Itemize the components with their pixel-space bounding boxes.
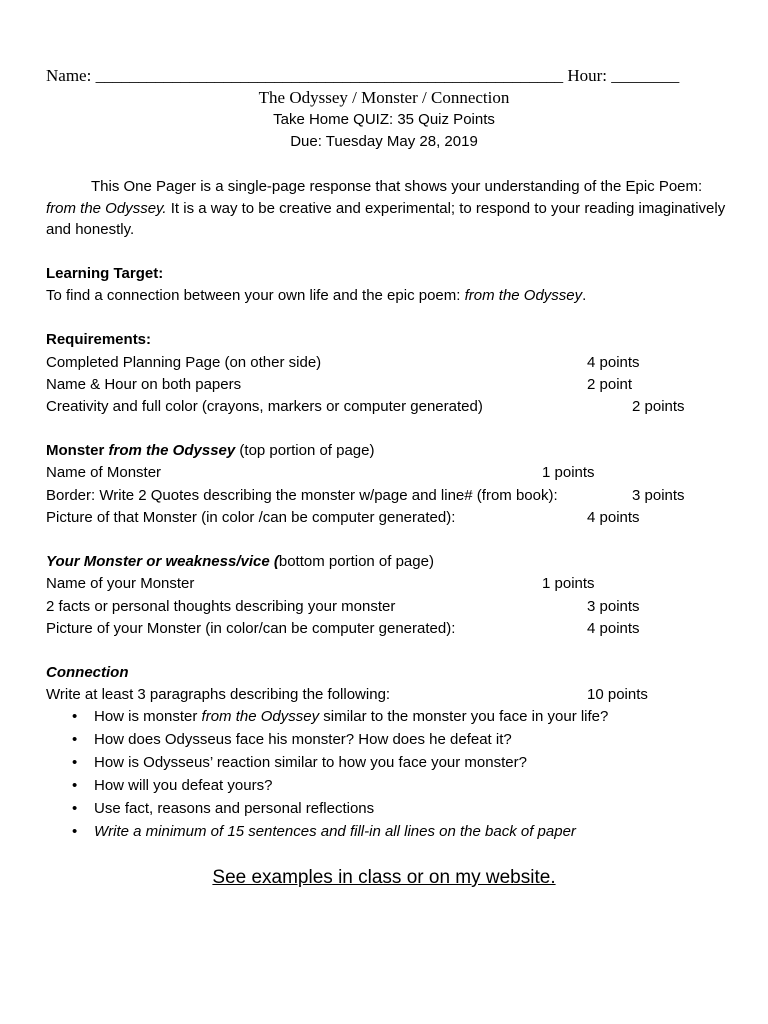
connection-bullet	[72, 730, 512, 750]
intro-italic: from the Odyssey.	[46, 199, 167, 217]
bullet-text: How is Odysseus’ reaction similar to how you face your monster?	[94, 754, 527, 771]
name-hour-line	[46, 66, 679, 86]
monster-item-points: 1 points	[542, 464, 595, 481]
your-monster-item-points: 1 points	[542, 575, 595, 592]
monster-item-label: Name of Monster	[46, 464, 162, 481]
page-subtitle: Take Home QUIZ: 35 Quiz Points	[273, 111, 495, 128]
connection-heading: Connection	[46, 664, 129, 681]
requirement-label: Creativity and full color (crayons, markers or computer generated)	[46, 398, 483, 415]
bullet-text: How does Odysseus face his monster? How does he defeat it?	[94, 731, 512, 748]
intro-paragraph	[46, 176, 726, 241]
bullet-icon: •	[72, 823, 78, 840]
monster-heading-bold-italic: from the Odyssey	[108, 442, 236, 459]
your-monster-item-label: Picture of your Monster (in color/can be computer generated):	[46, 620, 456, 637]
your-monster-heading-bold-italic: Your Monster or weakness/vice (	[46, 553, 279, 570]
requirement-points: 2 points	[632, 398, 685, 415]
bullet-icon: •	[72, 800, 78, 817]
hour-blank: ________	[611, 66, 680, 85]
requirement-points: 4 points	[587, 354, 640, 371]
bullet-icon: •	[72, 708, 78, 725]
connection-bullet	[72, 707, 608, 727]
intro-text-1: This One Pager is a single-page response that shows your understanding of the Epic Poem:	[91, 178, 703, 195]
requirements-heading: Requirements:	[46, 331, 152, 348]
monster-item-points: 4 points	[587, 509, 640, 526]
your-monster-section-heading	[46, 552, 434, 572]
name-blank: _______________________________________________________	[95, 66, 564, 85]
bullet-icon: •	[72, 777, 78, 794]
monster-item-points: 3 points	[632, 487, 685, 504]
monster-heading-rest: (top portion of page)	[235, 442, 375, 459]
monster-item-label: Border: Write 2 Quotes describing the monster w/page and line# (from book):	[46, 487, 558, 504]
due-date: Due: Tuesday May 28, 2019	[290, 133, 478, 150]
learning-target-end: .	[582, 287, 587, 304]
your-monster-heading-rest: bottom portion of page)	[278, 553, 434, 570]
your-monster-item-label: Name of your Monster	[46, 575, 195, 592]
bullet-icon: •	[72, 754, 78, 771]
bullet-text: Use fact, reasons and personal reflections	[94, 800, 375, 817]
monster-item-label: Picture of that Monster (in color /can be computer generated):	[46, 509, 456, 526]
intro-text-2: It is a way to be creative and experimental; to respond to your reading imaginatively and honestly.	[46, 199, 726, 238]
connection-points: 10 points	[587, 686, 648, 703]
connection-bullet	[72, 799, 374, 819]
requirement-points: 2 point	[587, 376, 633, 393]
learning-target-heading: Learning Target:	[46, 265, 164, 282]
name-label: Name:	[46, 66, 96, 85]
requirement-label: Name & Hour on both papers	[46, 376, 242, 393]
monster-heading-bold: Monster	[46, 442, 109, 459]
connection-bullet	[72, 753, 527, 773]
your-monster-item-label: 2 facts or personal thoughts describing your monster	[46, 598, 396, 615]
hour-label: Hour:	[563, 66, 612, 85]
bullet-text: How is monster	[94, 708, 202, 725]
learning-target-italic: from the Odyssey	[464, 287, 583, 304]
bullet-text: How will you defeat yours?	[94, 777, 273, 794]
connection-bullet	[72, 822, 576, 842]
footer-note: See examples in class or on my website.	[212, 867, 556, 888]
learning-target-text	[46, 286, 586, 306]
bullet-italic: from the Odyssey	[201, 708, 320, 725]
learning-target-body: To find a connection between your own life and the epic poem:	[46, 287, 465, 304]
page-title: The Odyssey / Monster / Connection	[258, 88, 510, 107]
requirement-label: Completed Planning Page (on other side)	[46, 354, 322, 371]
bullet-italic: Write a minimum of 15 sentences and fill-in all lines on the back of paper	[94, 823, 576, 840]
monster-section-heading	[46, 441, 375, 461]
connection-bullet	[72, 776, 272, 796]
bullet-text-post: similar to the monster you face in your life?	[319, 708, 609, 725]
bullet-icon: •	[72, 731, 78, 748]
connection-intro: Write at least 3 paragraphs describing the following:	[46, 686, 391, 703]
your-monster-item-points: 3 points	[587, 598, 640, 615]
your-monster-item-points: 4 points	[587, 620, 640, 637]
